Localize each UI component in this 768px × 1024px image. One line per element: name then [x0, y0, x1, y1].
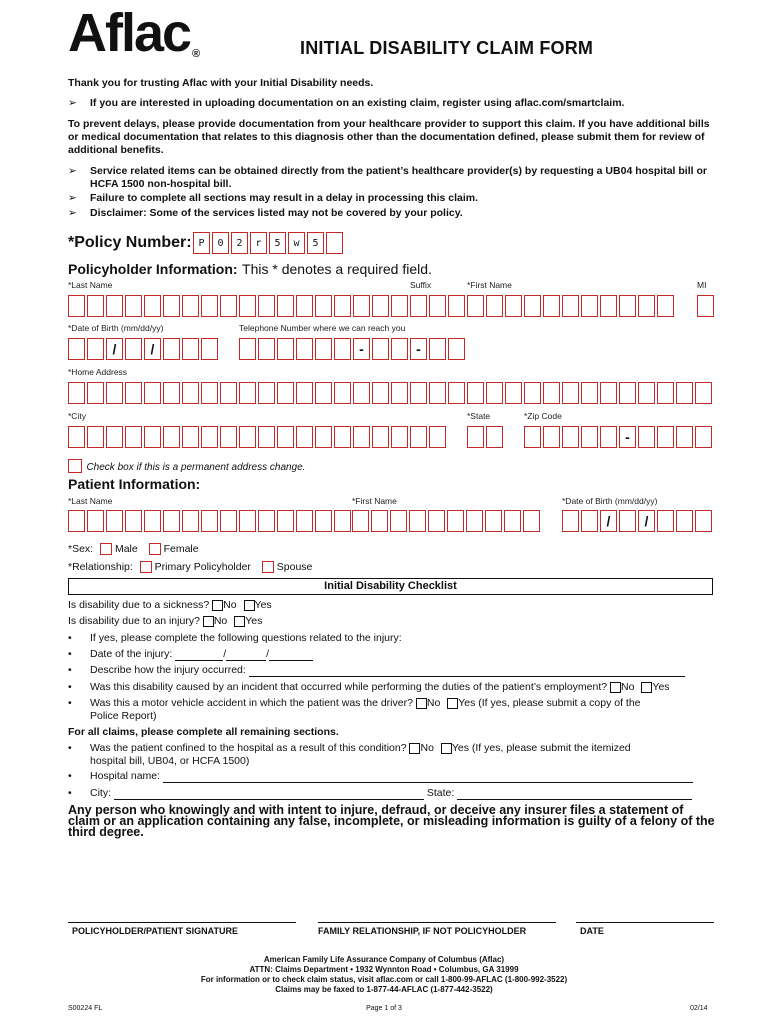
policy-number-field[interactable]: [193, 232, 345, 254]
ph-suffix-field[interactable]: [410, 295, 467, 317]
ph-home-address-field[interactable]: [68, 382, 714, 404]
char-box[interactable]: [543, 382, 560, 404]
motor-yes-checkbox[interactable]: [447, 698, 458, 709]
checklist-title: Initial Disability Checklist: [68, 578, 713, 595]
char-box[interactable]: [697, 295, 714, 317]
char-box[interactable]: [467, 382, 484, 404]
char-box[interactable]: [125, 426, 142, 448]
patient-heading: Patient Information:: [68, 476, 201, 492]
char-box[interactable]: [638, 426, 655, 448]
char-box[interactable]: [106, 382, 123, 404]
spouse-checkbox[interactable]: [262, 561, 274, 573]
char-box[interactable]: [410, 382, 427, 404]
char-box[interactable]: [486, 382, 503, 404]
char-box[interactable]: [334, 510, 351, 532]
confined-row-cont: hospital bill, UB04, or HCFA 1500): [90, 755, 250, 767]
char-box[interactable]: [581, 295, 598, 317]
female-checkbox[interactable]: [149, 543, 161, 555]
char-box[interactable]: [410, 426, 427, 448]
intro-thanks: Thank you for trusting Aflac with your Initial Disability needs.: [68, 77, 374, 89]
char-box[interactable]: [277, 382, 294, 404]
char-box[interactable]: [562, 426, 579, 448]
relationship-sig-label: FAMILY RELATIONSHIP, IF NOT POLICYHOLDER: [318, 926, 527, 936]
char-box[interactable]: [220, 426, 237, 448]
char-box[interactable]: [372, 382, 389, 404]
separator-glyph: -: [416, 341, 421, 357]
char-box[interactable]: [182, 295, 199, 317]
policy-char[interactable]: w: [288, 232, 305, 254]
relationship-label: *Relationship:: [68, 561, 133, 573]
hospital-state-input[interactable]: [457, 789, 692, 800]
policy-number-label: *Policy Number:: [68, 234, 192, 251]
char-box[interactable]: [315, 382, 332, 404]
char-box[interactable]: [619, 510, 636, 532]
ph-state-field[interactable]: [467, 426, 505, 448]
injury-yes-checkbox[interactable]: [234, 616, 245, 627]
relationship-line[interactable]: [318, 922, 556, 923]
char-box[interactable]: [657, 295, 674, 317]
char-box[interactable]: [543, 295, 560, 317]
char-box[interactable]: [258, 510, 275, 532]
ph-phone-field[interactable]: [239, 338, 467, 360]
char-box[interactable]: [391, 426, 408, 448]
char-box[interactable]: [390, 510, 407, 532]
char-box[interactable]: [562, 382, 579, 404]
char-box[interactable]: [277, 426, 294, 448]
signature-line[interactable]: [68, 922, 296, 923]
char-box[interactable]: [505, 295, 522, 317]
char-box[interactable]: [523, 510, 540, 532]
char-box[interactable]: [504, 510, 521, 532]
separator-glyph: -: [625, 429, 630, 445]
spouse-label: Spouse: [276, 561, 313, 573]
char-box[interactable]: [391, 338, 408, 360]
char-box[interactable]: [182, 426, 199, 448]
char-box[interactable]: [429, 426, 446, 448]
char-box[interactable]: [125, 510, 142, 532]
char-box[interactable]: [106, 295, 123, 317]
motor-row: • Was this a motor vehicle accident in which the patient was the driver? No Yes (If yes, please submit a copy of the: [68, 697, 641, 709]
char-box[interactable]: [619, 426, 636, 448]
char-box[interactable]: [695, 510, 712, 532]
policy-char[interactable]: P: [193, 232, 210, 254]
char-box[interactable]: [334, 295, 351, 317]
date-line[interactable]: [576, 922, 714, 923]
q-injury-row: Is disability due to an injury? No Yes: [68, 615, 263, 627]
char-box[interactable]: [144, 338, 161, 360]
char-box[interactable]: [277, 510, 294, 532]
pt-first-name-label: *First Name: [352, 496, 397, 506]
employment-row: • Was this disability caused by an incident that occurred while performing the duties of the patient’s employment? No Yes: [68, 681, 670, 693]
sex-label: *Sex:: [68, 543, 94, 555]
char-box[interactable]: [524, 382, 541, 404]
char-box[interactable]: [562, 510, 579, 532]
sex-row: [68, 543, 199, 556]
sickness-yes-checkbox[interactable]: [244, 600, 255, 611]
char-box[interactable]: [448, 382, 465, 404]
ph-zip-field[interactable]: [524, 426, 714, 448]
char-box[interactable]: [201, 426, 218, 448]
employment-no-checkbox[interactable]: [610, 682, 621, 693]
char-box[interactable]: [163, 426, 180, 448]
relationship-row: [68, 561, 312, 574]
ph-mi-field[interactable]: [697, 295, 716, 317]
char-box[interactable]: [182, 382, 199, 404]
ph-last-name-label: *Last Name: [68, 280, 113, 290]
separator-glyph: /: [606, 513, 611, 529]
ph-city-label: *City: [68, 411, 86, 421]
char-box[interactable]: [258, 338, 275, 360]
char-box[interactable]: [220, 382, 237, 404]
separator-glyph: /: [644, 513, 649, 529]
char-box[interactable]: [239, 295, 256, 317]
char-box[interactable]: [524, 426, 541, 448]
pt-dob-label: *Date of Birth (mm/dd/yy): [562, 496, 658, 506]
char-box[interactable]: [106, 510, 123, 532]
char-box[interactable]: [163, 382, 180, 404]
char-box[interactable]: [486, 295, 503, 317]
char-box[interactable]: [600, 426, 617, 448]
char-box[interactable]: [163, 510, 180, 532]
pt-last-name-field[interactable]: [68, 510, 353, 532]
char-box[interactable]: [372, 295, 389, 317]
char-box[interactable]: [619, 382, 636, 404]
char-box[interactable]: [163, 338, 180, 360]
char-box[interactable]: [353, 382, 370, 404]
page-number: Page 1 of 3: [366, 1005, 402, 1012]
char-box[interactable]: [239, 338, 256, 360]
sickness-no-checkbox[interactable]: [212, 600, 223, 611]
confined-no-checkbox[interactable]: [409, 743, 420, 754]
male-checkbox[interactable]: [100, 543, 112, 555]
char-box[interactable]: [182, 510, 199, 532]
separator-glyph: /: [112, 341, 117, 357]
intro-prevent-delays: To prevent delays, please provide documentation from your healthcare provider to support this claim. If you have additional bills or medical documentation that relates to this diagnosis other than the documentation defined, please submit them for review of additional benefits.: [68, 118, 710, 156]
ph-mi-label: MI: [697, 280, 707, 290]
separator-glyph: -: [359, 341, 364, 357]
char-box[interactable]: [391, 382, 408, 404]
char-box[interactable]: [239, 426, 256, 448]
char-box[interactable]: [485, 510, 502, 532]
char-box[interactable]: [353, 426, 370, 448]
injury-no-checkbox[interactable]: [203, 616, 214, 627]
char-box[interactable]: [68, 382, 85, 404]
intro-bullet-1: ➢ Service related items can be obtained directly from the patient’s healthcare provider(s) by requesting a UB04 hospital bill or HCFA 1500 non-hospital bill.: [68, 165, 707, 190]
if-yes-row: • If yes, please complete the following questions related to the injury:: [68, 632, 402, 644]
char-box[interactable]: [201, 382, 218, 404]
char-box[interactable]: [447, 510, 464, 532]
form-title: INITIAL DISABILITY CLAIM FORM: [300, 38, 594, 58]
company-footer: American Family Life Assurance Company of Columbus (Aflac) ATTN: Claims Department • 1932 Wynnton Road • Columbus, GA 31999 For information or to check claim status, visit aflac.com or call 1-800-99-AFLAC (1-800-992-3522) Claims may be faxed to 1-877-44-AFLAC (1-877-442-3522): [200, 955, 568, 994]
char-box[interactable]: [581, 382, 598, 404]
char-box[interactable]: [467, 426, 484, 448]
ph-state-label: *State: [467, 411, 491, 421]
primary-policyholder-checkbox[interactable]: [140, 561, 152, 573]
address-change-checkbox[interactable]: [68, 459, 82, 473]
char-box[interactable]: [68, 295, 85, 317]
intro-upload-note: ➢ If you are interested in uploading documentation on an existing claim, register using aflac.com/smartclaim.: [68, 97, 625, 109]
char-box[interactable]: [638, 382, 655, 404]
policy-char[interactable]: 5: [307, 232, 324, 254]
hospital-name-input[interactable]: [163, 772, 693, 783]
char-box[interactable]: [315, 338, 332, 360]
policy-char[interactable]: 2: [231, 232, 248, 254]
date-label: DATE: [580, 926, 604, 936]
injury-year-input[interactable]: [269, 650, 313, 661]
char-box[interactable]: [163, 295, 180, 317]
primary-policyholder-label: Primary Policyholder: [154, 561, 251, 573]
char-box[interactable]: [277, 338, 294, 360]
char-box[interactable]: [68, 510, 85, 532]
policy-char[interactable]: r: [250, 232, 267, 254]
char-box[interactable]: [182, 338, 199, 360]
char-box[interactable]: [410, 295, 427, 317]
char-box[interactable]: [600, 510, 617, 532]
char-box[interactable]: [448, 295, 465, 317]
ph-suffix-label: Suffix: [410, 280, 432, 290]
revision-date: 02/14: [690, 1005, 708, 1012]
char-box[interactable]: [125, 295, 142, 317]
intro-bullet-3: ➢ Disclaimer: Some of the services listed may not be covered by your policy.: [68, 207, 463, 219]
char-box[interactable]: [543, 426, 560, 448]
pt-first-name-field[interactable]: [352, 510, 542, 532]
ph-first-name-label: *First Name: [467, 280, 512, 290]
char-box[interactable]: [296, 338, 313, 360]
char-box[interactable]: [315, 510, 332, 532]
char-box[interactable]: [87, 382, 104, 404]
char-box[interactable]: [144, 382, 161, 404]
char-box[interactable]: [334, 426, 351, 448]
ph-dob-field[interactable]: [68, 338, 220, 360]
char-box[interactable]: [353, 338, 370, 360]
char-box[interactable]: [296, 510, 313, 532]
char-box[interactable]: [106, 338, 123, 360]
char-box[interactable]: [429, 338, 446, 360]
policy-char[interactable]: 5: [269, 232, 286, 254]
all-claims-note: For all claims, please complete all remaining sections.: [68, 726, 339, 738]
char-box[interactable]: [220, 510, 237, 532]
char-box[interactable]: [562, 295, 579, 317]
char-box[interactable]: [524, 295, 541, 317]
char-box[interactable]: [239, 382, 256, 404]
ph-last-name-field[interactable]: [68, 295, 410, 317]
char-box[interactable]: [695, 426, 712, 448]
char-box[interactable]: [429, 382, 446, 404]
char-box[interactable]: [581, 426, 598, 448]
policy-char[interactable]: [326, 232, 343, 254]
confined-row: • Was the patient confined to the hospital as a result of this condition? No Yes (If yes, please submit the itemized: [68, 742, 631, 754]
char-box[interactable]: [372, 338, 389, 360]
char-box[interactable]: [676, 510, 693, 532]
char-box[interactable]: [676, 426, 693, 448]
char-box[interactable]: [87, 426, 104, 448]
char-box[interactable]: [353, 295, 370, 317]
address-change-label: Check box if this is a permanent address change.: [86, 462, 306, 473]
char-box[interactable]: [448, 338, 465, 360]
fraud-warning: Any person who knowingly and with intent to injure, defraud, or deceive any insurer files a statement of claim or an application containing any false, incomplete, or misleading information is guilty of a felony of the third degree.: [68, 803, 715, 839]
injury-day-input[interactable]: [226, 650, 266, 661]
char-box[interactable]: [429, 295, 446, 317]
char-box[interactable]: [296, 295, 313, 317]
ph-home-address-label: *Home Address: [68, 367, 128, 377]
char-box[interactable]: [600, 295, 617, 317]
hospital-city-input[interactable]: [114, 789, 424, 800]
char-box[interactable]: [87, 295, 104, 317]
char-box[interactable]: [505, 382, 522, 404]
intro-bullet-2: ➢ Failure to complete all sections may result in a delay in processing this claim.: [68, 192, 479, 204]
char-box[interactable]: [352, 510, 369, 532]
q-sickness-row: Is disability due to a sickness? No Yes: [68, 599, 272, 611]
char-box[interactable]: [258, 295, 275, 317]
char-box[interactable]: [68, 338, 85, 360]
signature-label: POLICYHOLDER/PATIENT SIGNATURE: [72, 926, 239, 936]
char-box[interactable]: [68, 426, 85, 448]
char-box[interactable]: [201, 295, 218, 317]
motor-no-checkbox[interactable]: [416, 698, 427, 709]
pt-last-name-label: *Last Name: [68, 496, 113, 506]
describe-injury-input[interactable]: [249, 666, 685, 677]
confined-yes-checkbox[interactable]: [441, 743, 452, 754]
char-box[interactable]: [201, 510, 218, 532]
char-box[interactable]: [371, 510, 388, 532]
char-box[interactable]: [657, 510, 674, 532]
char-box[interactable]: [657, 426, 674, 448]
char-box[interactable]: [467, 295, 484, 317]
char-box[interactable]: [239, 510, 256, 532]
ph-first-name-field[interactable]: [467, 295, 676, 317]
aflac-logo: Aflac ®: [68, 3, 201, 63]
ph-city-field[interactable]: [68, 426, 448, 448]
char-box[interactable]: [619, 295, 636, 317]
char-box[interactable]: [144, 510, 161, 532]
date-injury-row: • Date of the injury: / /: [68, 648, 313, 661]
address-change-row: [68, 457, 305, 475]
char-box[interactable]: [144, 426, 161, 448]
char-box[interactable]: [87, 338, 104, 360]
char-box[interactable]: [486, 426, 503, 448]
ph-phone-label: Telephone Number where we can reach you: [239, 323, 406, 333]
hospital-name-row: • Hospital name:: [68, 770, 693, 783]
char-box[interactable]: [125, 338, 142, 360]
char-box[interactable]: [657, 382, 674, 404]
motor-row-cont: Police Report): [90, 710, 157, 722]
ph-dob-label: *Date of Birth (mm/dd/yy): [68, 323, 164, 333]
char-box[interactable]: [409, 510, 426, 532]
injury-month-input[interactable]: [175, 650, 223, 661]
char-box[interactable]: [315, 295, 332, 317]
char-box[interactable]: [201, 338, 218, 360]
employment-yes-checkbox[interactable]: [641, 682, 652, 693]
form-id: S00224 FL: [68, 1005, 103, 1012]
char-box[interactable]: [144, 295, 161, 317]
char-box[interactable]: [258, 426, 275, 448]
char-box[interactable]: [638, 510, 655, 532]
char-box[interactable]: [334, 338, 351, 360]
policyholder-heading: Policyholder Information: This * denotes a required field.: [68, 261, 432, 277]
policy-char[interactable]: 0: [212, 232, 229, 254]
char-box[interactable]: [334, 382, 351, 404]
char-box[interactable]: [581, 510, 598, 532]
char-box[interactable]: [695, 382, 712, 404]
char-box[interactable]: [87, 510, 104, 532]
char-box[interactable]: [391, 295, 408, 317]
char-box[interactable]: [410, 338, 427, 360]
char-box[interactable]: [296, 382, 313, 404]
char-box[interactable]: [277, 295, 294, 317]
describe-row: • Describe how the injury occurred:: [68, 664, 685, 677]
char-box[interactable]: [315, 426, 332, 448]
city-state-row: • City: State:: [68, 787, 692, 800]
char-box[interactable]: [676, 382, 693, 404]
char-box[interactable]: [220, 295, 237, 317]
char-box[interactable]: [296, 426, 313, 448]
char-box[interactable]: [125, 382, 142, 404]
pt-dob-field[interactable]: [562, 510, 714, 532]
char-box[interactable]: [258, 382, 275, 404]
separator-glyph: /: [150, 341, 155, 357]
char-box[interactable]: [106, 426, 123, 448]
char-box[interactable]: [428, 510, 445, 532]
char-box[interactable]: [466, 510, 483, 532]
char-box[interactable]: [372, 426, 389, 448]
female-label: Female: [163, 543, 199, 555]
male-label: Male: [114, 543, 138, 555]
ph-zip-label: *Zip Code: [524, 411, 562, 421]
char-box[interactable]: [638, 295, 655, 317]
char-box[interactable]: [600, 382, 617, 404]
